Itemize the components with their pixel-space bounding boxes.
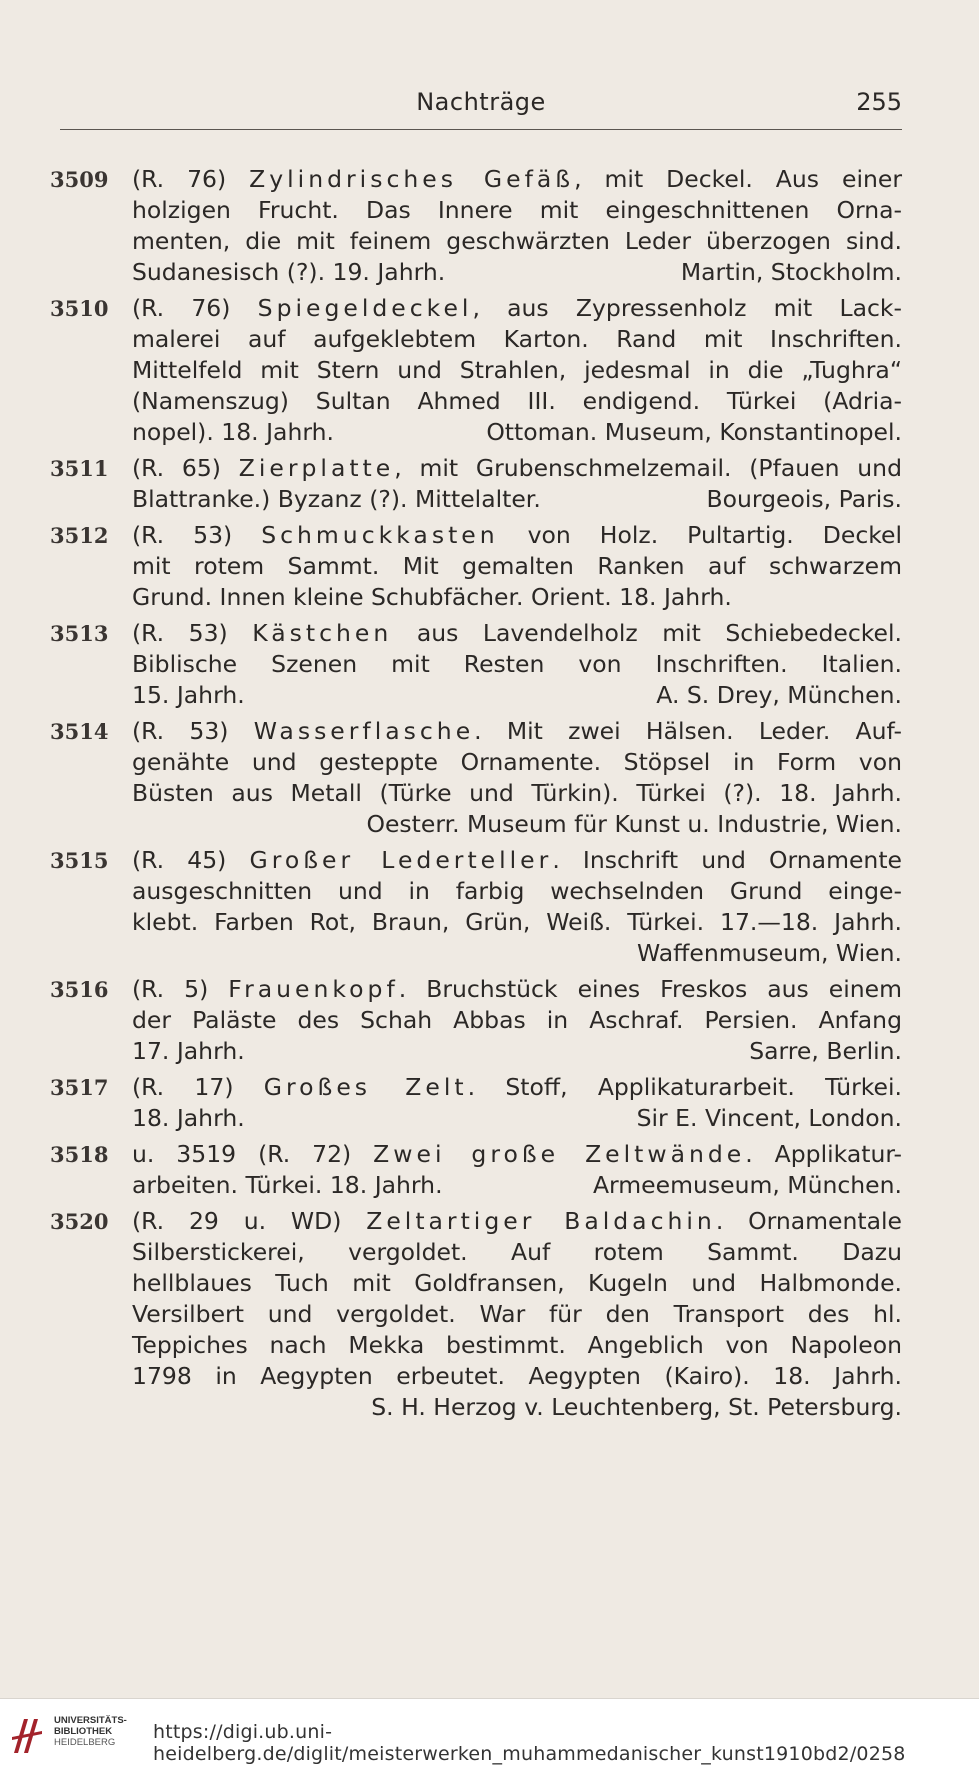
entry-prefix: (R. 29 u. WD) xyxy=(132,1207,367,1235)
entry-prefix: (R. 76) xyxy=(132,294,258,322)
catalog-entry xyxy=(50,164,902,288)
entry-text: Silberstickerei, vergoldet. Auf rotem Sammt. Dazu xyxy=(132,1238,902,1266)
entry-number: 3510 xyxy=(50,296,109,321)
entry-text: malerei auf aufgeklebtem Karton. Rand mit Inschriften. xyxy=(132,325,902,353)
object-name: Zylindrisches Gefäß xyxy=(249,165,575,193)
entry-number: 3511 xyxy=(50,456,109,481)
logo-line-3: HEIDELBERG xyxy=(54,1737,116,1748)
entry-owner: Oesterr. Museum für Kunst u. Industrie, Wien. xyxy=(366,810,902,838)
catalog-entry xyxy=(50,293,902,448)
object-name: Schmuckkasten xyxy=(261,521,499,549)
entry-text: Büsten aus Metall (Türke und Türkin). Türkei (?). 18. Jahrh. xyxy=(132,779,902,807)
object-name: Frauenkopf xyxy=(228,975,399,1003)
entry-line xyxy=(50,809,902,840)
entry-text: Biblische Szenen mit Resten von Inschriften. Italien. xyxy=(132,650,902,678)
logo-line-1: UNIVERSITÄTS- xyxy=(54,1715,127,1726)
catalog-entry xyxy=(50,974,902,1067)
running-title: Nachträge xyxy=(416,88,546,116)
entry-number: 3513 xyxy=(50,621,109,646)
entry-line xyxy=(50,778,902,809)
entry-prefix: (R. 45) xyxy=(132,846,250,874)
entry-line xyxy=(50,520,902,551)
entry-line xyxy=(50,618,902,649)
header-rule xyxy=(60,129,902,130)
entry-line xyxy=(50,974,902,1005)
entry-prefix: (R. 17) xyxy=(132,1073,264,1101)
entry-number: 3515 xyxy=(50,848,109,873)
entry-line xyxy=(50,1299,902,1330)
entry-text: klebt. Farben Rot, Braun, Grün, Weiß. Türkei. 17.—18. Jahrh. xyxy=(132,908,902,936)
entry-line xyxy=(50,1139,902,1170)
entry-text: aus Lavendelholz mit Schiebedeckel. xyxy=(392,619,902,647)
entry-owner: S. H. Herzog v. Leuchtenberg, St. Petersburg. xyxy=(371,1393,902,1421)
catalog-entry xyxy=(50,716,902,840)
entry-line xyxy=(50,1392,902,1423)
entry-text: Teppiches nach Mekka bestimmt. Angeblich von Napoleon xyxy=(132,1331,902,1359)
entry-owner: A. S. Drey, München. xyxy=(656,681,902,709)
entry-line xyxy=(50,649,902,680)
entry-text: , mit Deckel. Aus einer xyxy=(574,165,902,193)
entry-prefix: (R. 5) xyxy=(132,975,229,1003)
entry-text: Grund. Innen kleine Schubfächer. Orient. 18. Jahrh. xyxy=(132,583,732,611)
entry-line xyxy=(50,747,902,778)
entry-line xyxy=(50,257,902,288)
entry-owner: Bourgeois, Paris. xyxy=(706,485,902,513)
entry-number: 3514 xyxy=(50,719,109,744)
object-name: Spiegeldeckel xyxy=(257,294,473,322)
entry-text: ausgeschnitten und in farbig wechselnden Grund einge- xyxy=(132,877,902,905)
entry-text: . Inschrift und Ornamente xyxy=(552,846,903,874)
object-name: Zeltartiger Baldachin xyxy=(366,1207,716,1235)
entry-line xyxy=(50,716,902,747)
permalink-url[interactable]: https://digi.ub.uni-heidelberg.de/diglit/meisterwerken_muhammedanischer_kunst1910bd2/0258 xyxy=(153,1721,906,1765)
entry-line xyxy=(50,1237,902,1268)
entry-prefix: (R. 53) xyxy=(132,619,253,647)
entry-owner: Armeemuseum, München. xyxy=(592,1171,902,1199)
entry-line xyxy=(50,1268,902,1299)
entry-line xyxy=(50,417,902,448)
entry-number: 3516 xyxy=(50,977,109,1002)
entry-line xyxy=(50,1005,902,1036)
object-name: Zwei große Zeltwände xyxy=(373,1140,746,1168)
entry-line xyxy=(50,845,902,876)
catalog-entry xyxy=(50,618,902,711)
entry-text: Versilbert und vergoldet. War für den Transport des hl. xyxy=(132,1300,902,1328)
running-head xyxy=(60,88,902,122)
entry-date: Blattranke.) Byzanz (?). Mittelalter. xyxy=(132,485,541,513)
entry-line xyxy=(50,164,902,195)
entry-owner: Sir E. Vincent, London. xyxy=(636,1104,902,1132)
entry-line xyxy=(50,484,902,515)
entry-text: . Mit zwei Hälsen. Leder. Auf- xyxy=(474,717,902,745)
entry-date: arbeiten. Türkei. 18. Jahrh. xyxy=(132,1171,443,1199)
entry-owner: Martin, Stockholm. xyxy=(680,258,902,286)
entry-text: menten, die mit feinem geschwärzten Leder überzogen sind. xyxy=(132,227,902,255)
entry-text: 1798 in Aegypten erbeutet. Aegypten (Kairo). 18. Jahrh. xyxy=(132,1362,902,1390)
library-logo-text xyxy=(54,1715,127,1748)
entry-text: . Applikatur- xyxy=(745,1140,902,1168)
entry-line xyxy=(50,582,902,613)
catalog-entry xyxy=(50,1072,902,1134)
entry-line xyxy=(50,1036,902,1067)
catalog-entries xyxy=(50,164,902,1428)
entry-line xyxy=(50,453,902,484)
entry-date: 15. Jahrh. xyxy=(132,681,245,709)
entry-line xyxy=(50,551,902,582)
entry-line xyxy=(50,324,902,355)
entry-line xyxy=(50,293,902,324)
catalog-entry xyxy=(50,845,902,969)
entry-text: Mittelfeld mit Stern und Strahlen, jedesmal in die „Tughra“ xyxy=(132,356,902,384)
object-name: Zierplatte xyxy=(238,454,395,482)
entry-prefix: (R. 76) xyxy=(132,165,250,193)
entry-line xyxy=(50,195,902,226)
entry-line xyxy=(50,876,902,907)
entry-line xyxy=(50,386,902,417)
catalog-entry xyxy=(50,1206,902,1423)
entry-line xyxy=(50,907,902,938)
entry-text: mit rotem Sammt. Mit gemalten Ranken auf schwarzem xyxy=(132,552,902,580)
footer-bar xyxy=(0,1698,979,1770)
entry-line xyxy=(50,226,902,257)
entry-prefix: (R. 53) xyxy=(132,717,254,745)
entry-owner: Sarre, Berlin. xyxy=(749,1037,902,1065)
entry-date: 18. Jahrh. xyxy=(132,1104,245,1132)
entry-prefix: (R. 53) xyxy=(132,521,262,549)
entry-number: 3509 xyxy=(50,167,109,192)
entry-text: , aus Zypressenholz mit Lack- xyxy=(472,294,902,322)
entry-number: 3512 xyxy=(50,523,109,548)
entry-text: , mit Grubenschmelzemail. (Pfauen und xyxy=(394,454,902,482)
entry-line xyxy=(50,1103,902,1134)
catalog-entry xyxy=(50,453,902,515)
object-name: Wasserflasche xyxy=(253,717,475,745)
page-number: 255 xyxy=(856,88,902,116)
entry-line xyxy=(50,1330,902,1361)
entry-text: . Bruchstück eines Freskos aus einem xyxy=(398,975,902,1003)
object-name: Großes Zelt xyxy=(263,1073,468,1101)
entry-number: 3520 xyxy=(50,1209,109,1234)
entry-date: Sudanesisch (?). 19. Jahrh. xyxy=(132,258,446,286)
entry-date: nopel). 18. Jahrh. xyxy=(132,418,334,446)
entry-line xyxy=(50,1206,902,1237)
catalog-entry xyxy=(50,520,902,613)
entry-owner: Waffenmuseum, Wien. xyxy=(637,939,902,967)
entry-prefix: (R. 65) xyxy=(132,454,239,482)
entry-number: 3517 xyxy=(50,1075,109,1100)
entry-owner: Ottoman. Museum, Konstantinopel. xyxy=(486,418,902,446)
entry-line xyxy=(50,1170,902,1201)
entry-prefix: u. 3519 (R. 72) xyxy=(132,1140,374,1168)
object-name: Großer Lederteller xyxy=(249,846,553,874)
entry-line xyxy=(50,938,902,969)
entry-line xyxy=(50,680,902,711)
entry-text: holzigen Frucht. Das Innere mit eingeschnittenen Orna- xyxy=(132,196,902,224)
entry-text: genähte und gesteppte Ornamente. Stöpsel in Form von xyxy=(132,748,902,776)
entry-number: 3518 xyxy=(50,1142,109,1167)
entry-line xyxy=(50,1361,902,1392)
entry-text: von Holz. Pultartig. Deckel xyxy=(498,521,902,549)
entry-date: 17. Jahrh. xyxy=(132,1037,245,1065)
entry-text: hellblaues Tuch mit Goldfransen, Kugeln und Halbmonde. xyxy=(132,1269,902,1297)
entry-line xyxy=(50,1072,902,1103)
logo-line-2: BIBLIOTHEK xyxy=(54,1726,113,1737)
entry-text: (Namenszug) Sultan Ahmed III. endigend. Türkei (Adria- xyxy=(132,387,902,415)
object-name: Kästchen xyxy=(252,619,393,647)
catalog-entry xyxy=(50,1139,902,1201)
entry-text: . Stoff, Applikaturarbeit. Türkei. xyxy=(467,1073,903,1101)
entry-text: der Paläste des Schah Abbas in Aschraf. Persien. Anfang xyxy=(132,1006,902,1034)
entry-line xyxy=(50,355,902,386)
library-logo-icon xyxy=(10,1713,44,1757)
entry-text: . Ornamentale xyxy=(715,1207,903,1235)
